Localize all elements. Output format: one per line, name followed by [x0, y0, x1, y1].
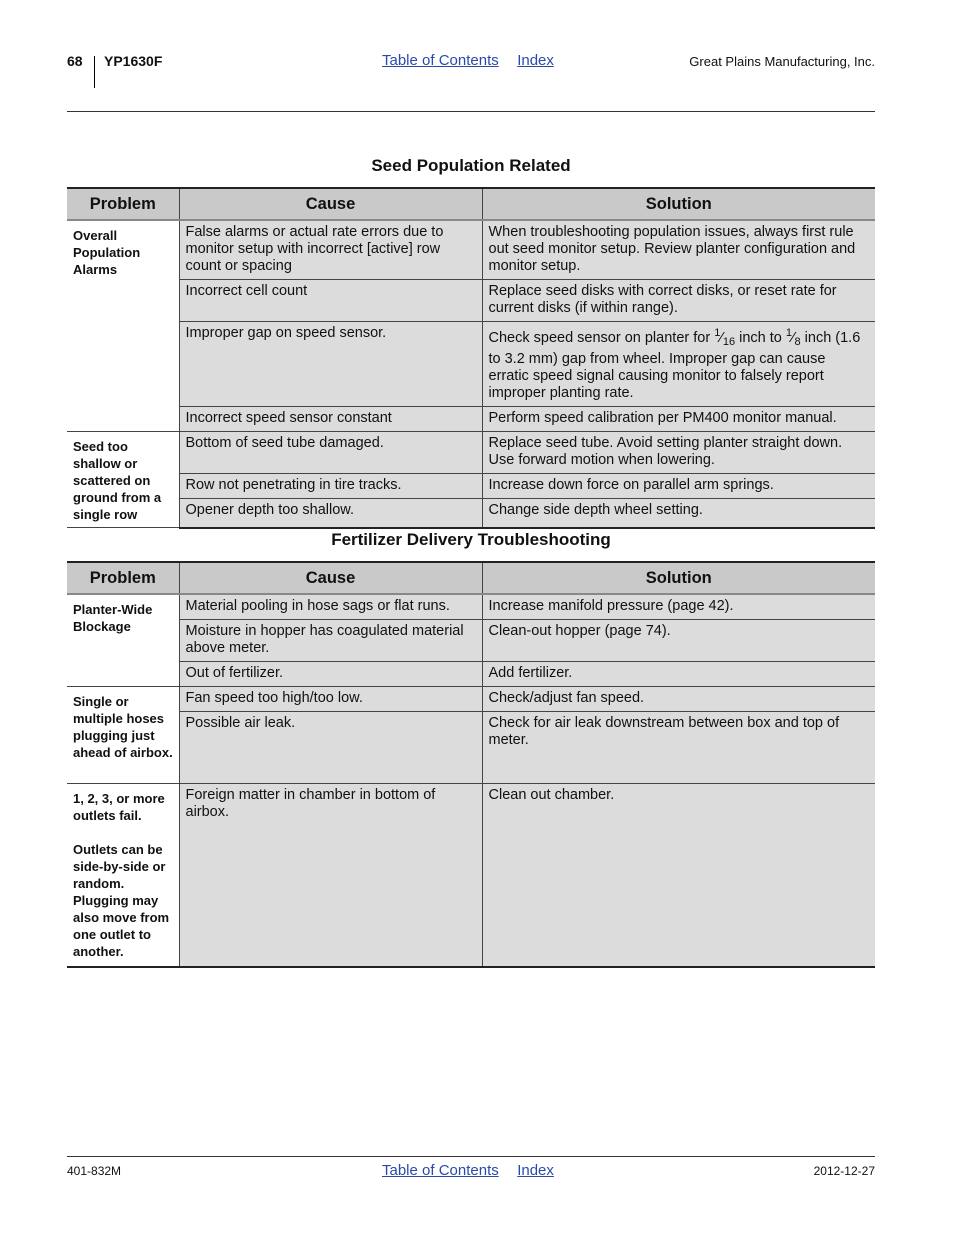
- fertilizer-delivery-title: Fertilizer Delivery Troubleshooting: [331, 530, 611, 549]
- fraction-one-eighth: $^1⁄_8$: [785, 327, 801, 348]
- column-header-solution: Solution: [482, 188, 875, 220]
- column-header-problem: Problem: [67, 188, 179, 220]
- solution-text: inch to: [735, 330, 786, 346]
- table-row: [67, 322, 875, 407]
- fraction-one-sixteenth: $^1⁄_{16}$: [714, 327, 736, 348]
- table-of-contents-link[interactable]: Table of Contents: [382, 52, 499, 69]
- cause-cell: Fan speed too high/too low.: [179, 687, 482, 712]
- table-row: [67, 662, 875, 687]
- solution-cell: Clean-out hopper (page 74).: [482, 620, 875, 662]
- table-row: [67, 594, 875, 620]
- index-link[interactable]: Index: [517, 52, 554, 69]
- solution-cell: Perform speed calibration per PM400 monitor manual.: [482, 407, 875, 432]
- column-header-solution: Solution: [482, 562, 875, 594]
- table-row: [67, 784, 875, 967]
- document-number: 401-832M: [67, 1164, 122, 1178]
- problem-cell: Single or multiple hoses plugging just ahead of airbox.: [67, 687, 179, 784]
- cause-cell: Out of fertilizer.: [179, 662, 482, 687]
- footer-nav: [382, 1162, 568, 1180]
- table-row: [67, 687, 875, 712]
- solution-cell: Check for air leak downstream between box and top of meter.: [482, 712, 875, 784]
- header-divider: [94, 56, 95, 88]
- cause-cell: Foreign matter in chamber in bottom of airbox.: [179, 784, 482, 967]
- problem-cell: Seed too shallow or scattered on ground from a single row: [67, 432, 179, 528]
- solution-cell: Change side depth wheel setting.: [482, 499, 875, 528]
- problem-text: 1, 2, 3, or more outlets fail.: [73, 791, 165, 823]
- seed-population-table: [67, 187, 875, 529]
- solution-cell: Replace seed tube. Avoid setting planter straight down. Use forward motion when lowering.: [482, 432, 875, 474]
- cause-cell: Possible air leak.: [179, 712, 482, 784]
- column-header-cause: Cause: [179, 188, 482, 220]
- cause-cell: Moisture in hopper has coagulated material above meter.: [179, 620, 482, 662]
- company-name: Great Plains Manufacturing, Inc.: [689, 54, 875, 69]
- column-header-problem: Problem: [67, 562, 179, 594]
- solution-cell: When troubleshooting population issues, always first rule out seed monitor setup. Review planter configuration and monitor setup.: [482, 220, 875, 280]
- fertilizer-delivery-table: [67, 561, 875, 968]
- problem-cell: Overall Population Alarms: [67, 220, 179, 432]
- table-header-row: [67, 562, 875, 594]
- column-header-cause: Cause: [179, 562, 482, 594]
- model-name: YP1630F: [104, 53, 163, 69]
- table-row: [67, 499, 875, 528]
- table-row: [67, 474, 875, 499]
- seed-population-title: Seed Population Related: [371, 156, 571, 175]
- cause-cell: False alarms or actual rate errors due to monitor setup with incorrect [active] row count or spacing: [179, 220, 482, 280]
- table-row: [67, 407, 875, 432]
- cause-cell: Row not penetrating in tire tracks.: [179, 474, 482, 499]
- problem-cell: [67, 784, 179, 967]
- table-row: [67, 712, 875, 784]
- table-row: [67, 620, 875, 662]
- solution-text: inch (1.6 to 3.2 mm) gap from wheel. Improper gap can cause erratic speed signal causing monitor to falsely report improper planting rate.: [488, 330, 861, 401]
- cause-cell: Bottom of seed tube damaged.: [179, 432, 482, 474]
- solution-cell: [482, 322, 875, 407]
- cause-cell: Incorrect speed sensor constant: [179, 407, 482, 432]
- document-date: 2012-12-27: [813, 1164, 875, 1178]
- header-rule: [67, 111, 875, 112]
- solution-cell: Increase manifold pressure (page 42).: [482, 594, 875, 620]
- solution-cell: Replace seed disks with correct disks, or reset rate for current disks (if within range).: [482, 280, 875, 322]
- table-of-contents-link[interactable]: Table of Contents: [382, 1162, 499, 1179]
- solution-cell: Increase down force on parallel arm springs.: [482, 474, 875, 499]
- problem-note: Outlets can be side-by-side or random. Plugging may also move from one outlet to another.: [73, 842, 170, 959]
- cause-cell: Opener depth too shallow.: [179, 499, 482, 528]
- solution-text: Check speed sensor on planter for: [488, 330, 715, 346]
- table-row: [67, 432, 875, 474]
- table-row: [67, 280, 875, 322]
- solution-cell: Check/adjust fan speed.: [482, 687, 875, 712]
- table-row: [67, 220, 875, 280]
- solution-cell: Add fertilizer.: [482, 662, 875, 687]
- page-number: 68: [67, 53, 83, 69]
- footer-rule: [67, 1156, 875, 1157]
- header-nav: [382, 52, 568, 70]
- cause-cell: Improper gap on speed sensor.: [179, 322, 482, 407]
- solution-cell: Clean out chamber.: [482, 784, 875, 967]
- index-link[interactable]: Index: [517, 1162, 554, 1179]
- problem-cell: Planter-Wide Blockage: [67, 594, 179, 687]
- cause-cell: Incorrect cell count: [179, 280, 482, 322]
- cause-cell: Material pooling in hose sags or flat runs.: [179, 594, 482, 620]
- table-header-row: [67, 188, 875, 220]
